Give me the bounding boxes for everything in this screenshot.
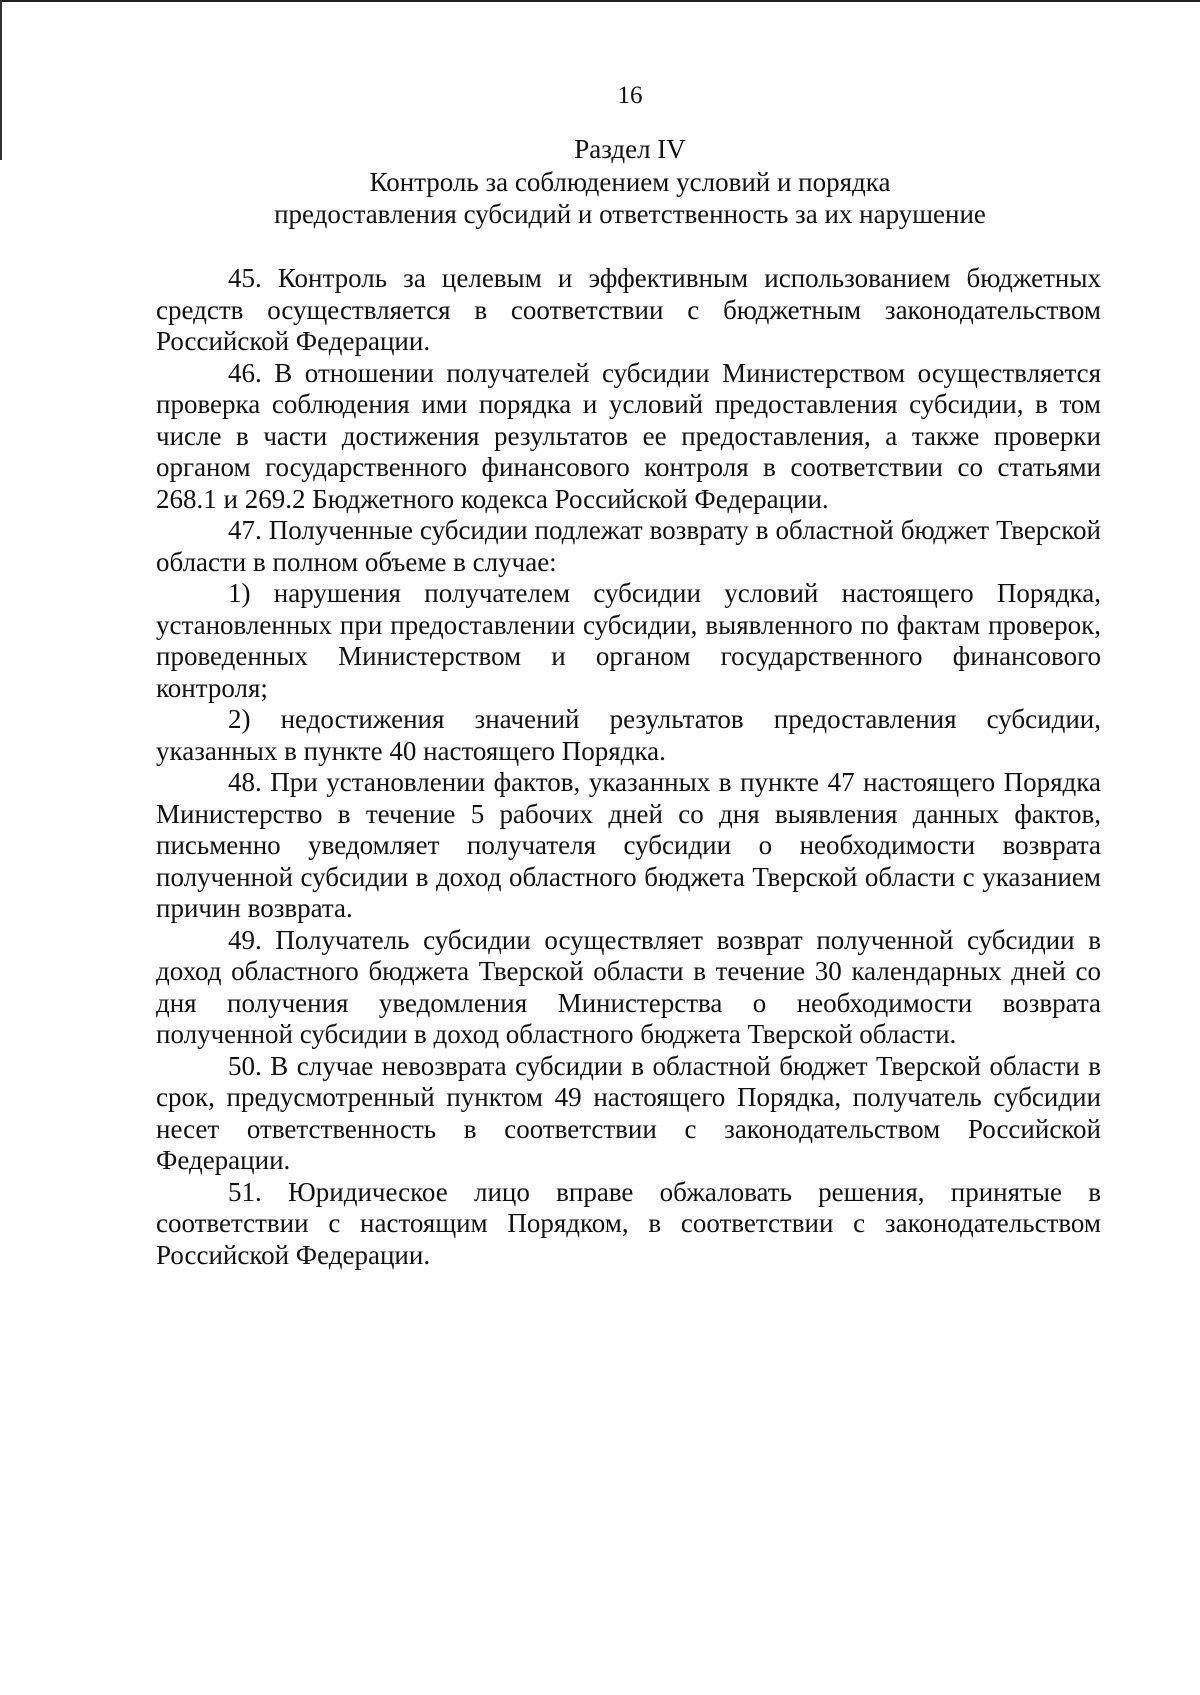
paragraph-51: 51. Юридическое лицо вправе обжаловать решения, принятые в соответствии с настоящим Порядком, в соответствии с законодательством Российской Федерации.: [156, 1176, 1101, 1270]
section-title-line-2: предоставления субсидий и ответственность за их нарушение: [274, 199, 986, 229]
scan-left-border: [0, 0, 2, 160]
section-title-line-1: Контроль за соблюдением условий и порядка: [369, 166, 891, 197]
paragraph-45: 45. Контроль за целевым и эффективным использованием бюджетных средств осуществляется в соответствии с бюджетным законодательством Российской Федерации.: [156, 263, 1101, 356]
paragraph-50: 50. В случае невозврата субсидии в областной бюджет Тверской области в срок, предусмотренный пунктом 49 настоящего Порядка, получатель субсидии несет ответственность в соответствии с законодательством Российской Федерации.: [156, 1050, 1101, 1175]
page-number: 16: [617, 82, 643, 109]
section-heading: [160, 133, 1100, 231]
scan-top-border: [0, 0, 1200, 2]
paragraph-46: 46. В отношении получателей субсидии Министерством осуществляется проверка соблюдения ими порядка и условий предоставления субсидии, в том числе в части достижения результатов ее предоставления, а также проверки органом государственного финансового контроля в соответствии со статьями 268.1 и 269.2 Бюджетного кодекса Российской Федерации.: [156, 357, 1101, 514]
document-body: [156, 263, 1101, 1271]
paragraph-47-item-2: 2) недостижения значений результатов предоставления субсидии, указанных в пункте 40 настоящего Порядка.: [156, 704, 1101, 766]
paragraph-47: 47. Полученные субсидии подлежат возврату в областной бюджет Тверской области в полном объеме в случае:: [156, 515, 1101, 577]
paragraph-49: 49. Получатель субсидии осуществляет возврат полученной субсидии в доход областного бюджета Тверской области в течение 30 календарных дней со дня получения уведомления Министерства о необходимости возврата полученной субсидии в доход областного бюджета Тверской области.: [156, 924, 1101, 1049]
section-label: Раздел IV: [574, 134, 686, 164]
paragraph-48: 48. При установлении фактов, указанных в пункте 47 настоящего Порядка Министерство в течение 5 рабочих дней со дня выявления данных фактов, письменно уведомляет получателя субсидии о необходимости возврата полученной субсидии в доход областного бюджета Тверской области с указанием причин возврата.: [156, 767, 1101, 923]
paragraph-47-item-1: 1) нарушения получателем субсидии условий настоящего Порядка, установленных при предоставлении субсидии, выявленного по фактам проверок, проведенных Министерством и органом государственного финансового контроля;: [156, 578, 1101, 703]
